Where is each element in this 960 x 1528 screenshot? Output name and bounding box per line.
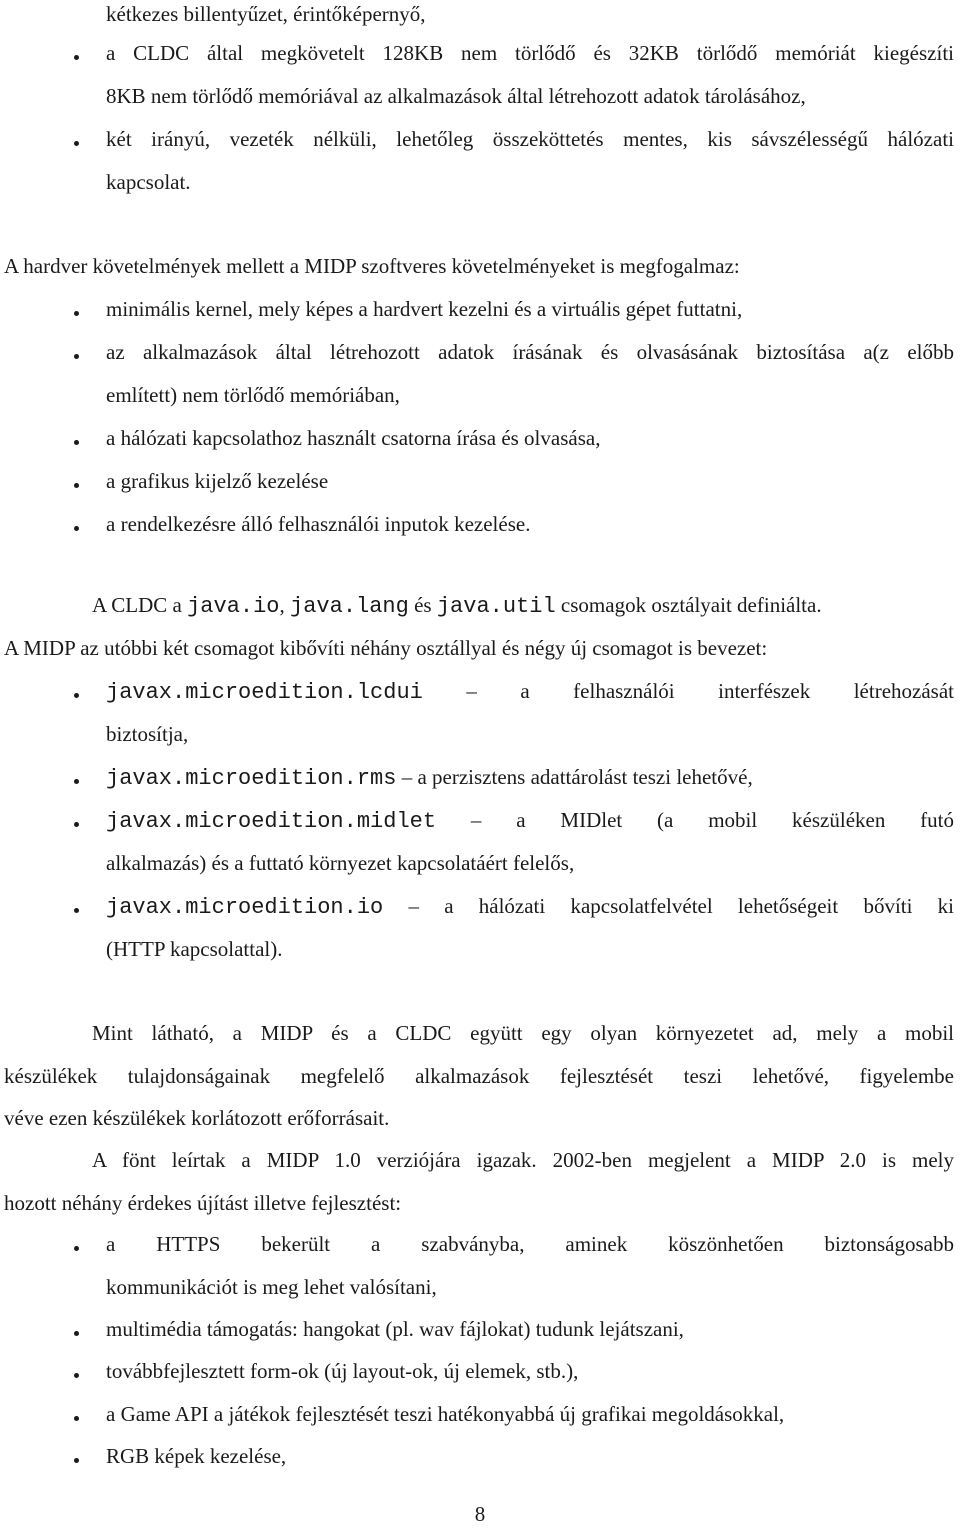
list-item-continuation: biztosítja, [106,722,189,746]
list-item: továbbfejlesztett form-ok (új layout-ok, új elemek, stb.), [106,1359,579,1383]
list-item-continuation: említett) nem törlődő memóriában, [106,383,400,407]
bullet-icon [74,440,79,445]
list-item: a hálózati kapcsolathoz használt csatorna írása és olvasása, [106,426,601,450]
list-item-continuation: alkalmazás) és a futtató környezet kapcsolatáért felelős, [106,851,575,875]
text: és [408,593,437,617]
bullet-icon [74,1373,79,1378]
text: A CLDC a [92,593,188,617]
code-package: java.util [436,594,556,619]
list-item [106,763,753,793]
paragraph: A hardver követelmények mellett a MIDP szoftveres követelményeket is megfogalmaz: [4,254,740,278]
paragraph-line: véve ezen készülékek korlátozott erőforrásait. [4,1106,390,1130]
bullet-icon [74,354,79,359]
list-item: a rendelkezésre álló felhasználói inputok kezelése. [106,512,531,536]
paragraph [92,591,822,621]
list-item: RGB képek kezelése, [106,1444,287,1468]
paragraph: A MIDP az utóbbi két csomagot kibővíti néhány osztállyal és négy új csomagot is bevezet: [4,636,768,660]
code-package: javax.microedition.io [106,895,384,920]
paragraph-line: készülékek tulajdonságainak megfelelő alkalmazások fejlesztését teszi lehetővé, figyelembe [4,1064,954,1088]
bullet-icon [74,1331,79,1336]
list-item-continuation: kommunikációt is meg lehet valósítani, [106,1275,437,1299]
list-item [106,677,954,707]
bullet-icon [74,1458,79,1463]
package-description: – a MIDlet (a mobil készüléken futó [470,808,955,832]
list-item-continuation: (HTTP kapcsolattal). [106,937,283,961]
bullet-icon [74,908,79,913]
list-item: a CLDC által megkövetelt 128KB nem törlődő és 32KB törlődő memóriát kiegészíti [106,41,954,65]
list-item-continuation: kapcsolat. [106,170,191,194]
list-item: az alkalmazások által létrehozott adatok írásának és olvasásának biztosítása a(z előbb [106,340,954,364]
bullet-icon [74,693,79,698]
package-description: – a hálózati kapcsolatfelvétel lehetőségeit bővíti ki [408,894,955,918]
bullet-icon [74,779,79,784]
list-item: a grafikus kijelző kezelése [106,469,329,493]
code-package: javax.microedition.rms [106,766,397,791]
bullet-icon [74,1416,79,1421]
bullet-icon [74,141,79,146]
bullet-icon [74,483,79,488]
bullet-icon [74,55,79,60]
code-package: javax.microedition.lcdui [106,680,423,705]
bullet-icon [74,526,79,531]
paragraph-line: A fönt leírtak a MIDP 1.0 verziójára igazak. 2002-ben megjelent a MIDP 2.0 is mely [92,1148,954,1172]
list-item-continuation: 8KB nem törlődő memóriával az alkalmazások által létrehozott adatok tárolásához, [106,84,806,108]
bullet-icon [74,311,79,316]
list-item [106,892,954,922]
text: , [279,593,291,617]
bullet-icon [74,1246,79,1251]
code-package: java.lang [290,594,409,619]
paragraph-line: Mint látható, a MIDP és a CLDC együtt egy olyan környezetet ad, mely a mobil [92,1021,954,1045]
package-description: – a perzisztens adattárolást teszi lehetővé, [401,765,753,789]
list-item: multimédia támogatás: hangokat (pl. wav fájlokat) tudunk lejátszani, [106,1317,684,1341]
page-number: 8 [474,1502,486,1526]
package-description: – a felhasználói interfészek létrehozását [466,679,954,703]
code-package: javax.microedition.midlet [106,809,437,834]
list-item: a HTTPS bekerült a szabványba, aminek köszönhetően biztonságosabb [106,1232,954,1256]
list-item: a Game API a játékok fejlesztését teszi hatékonyabbá új grafikai megoldásokkal, [106,1402,785,1426]
bullet-icon [74,822,79,827]
paragraph-line: hozott néhány érdekes újítást illetve fejlesztést: [4,1191,402,1215]
list-item: minimális kernel, mely képes a hardvert kezelni és a virtuális gépet futtatni, [106,297,743,321]
list-item-continuation: kétkezes billentyűzet, érintőképernyő, [106,2,426,26]
list-item: két irányú, vezeték nélküli, lehetőleg összeköttetés mentes, kis sávszélességű hálózati [106,127,954,151]
text: csomagok osztályait definiálta. [555,593,822,617]
list-item [106,806,954,836]
code-package: java.io [187,594,280,619]
